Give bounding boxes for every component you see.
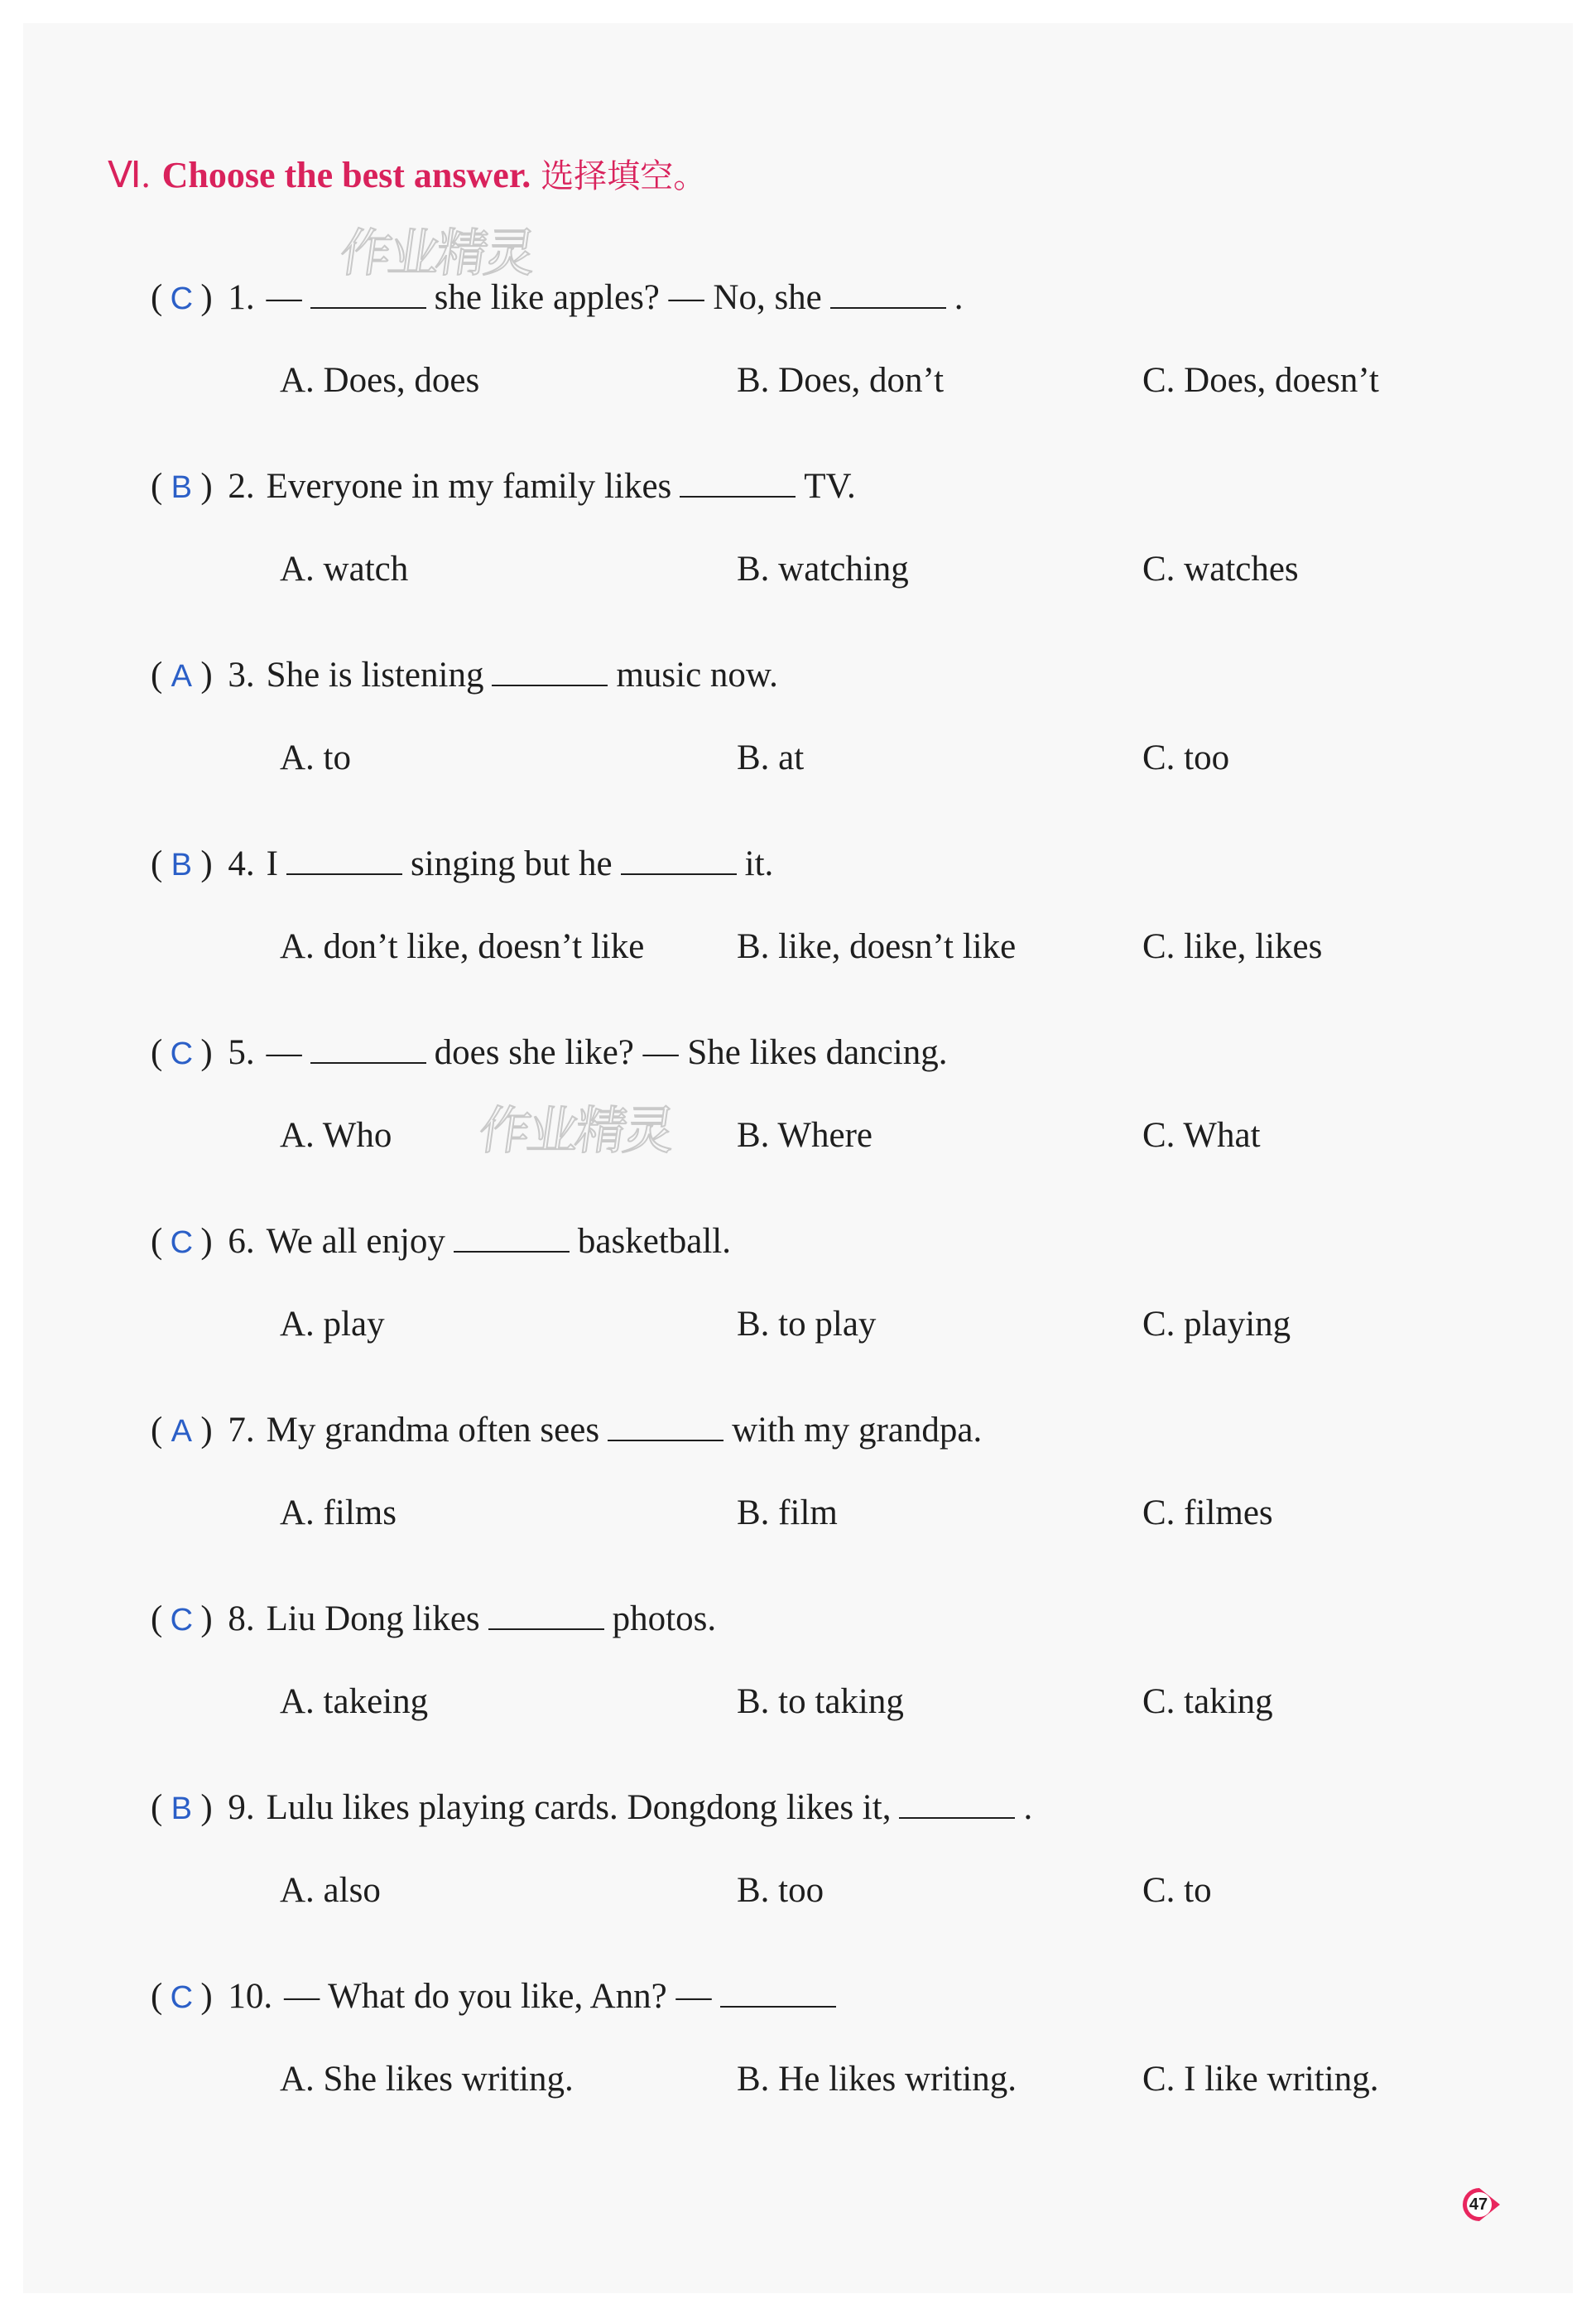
answer-mark: A bbox=[171, 1414, 192, 1449]
stem-text: She is listening bbox=[266, 656, 484, 695]
answer-blank[interactable] bbox=[454, 1221, 570, 1253]
option-c: C. to bbox=[1142, 1871, 1212, 1910]
answer-blank[interactable] bbox=[310, 277, 426, 309]
option-a: A. play bbox=[280, 1305, 385, 1344]
stem-text: music now. bbox=[616, 656, 778, 695]
stem-text: photos. bbox=[612, 1599, 717, 1638]
option-c: C. filmes bbox=[1142, 1493, 1273, 1532]
answer-blank[interactable] bbox=[830, 277, 946, 309]
stem-text: I bbox=[266, 844, 278, 883]
stem-text: My grandma often sees bbox=[266, 1411, 600, 1450]
question-number: 3. bbox=[228, 656, 255, 695]
stem-text: she like apples? — No, she bbox=[434, 278, 822, 317]
answer-mark: A bbox=[171, 659, 192, 694]
stem-text: Lulu likes playing cards. Dongdong likes it, bbox=[266, 1788, 892, 1827]
answer-blank[interactable] bbox=[492, 655, 608, 686]
answer-mark: B bbox=[171, 470, 192, 505]
close-paren: ) bbox=[200, 1411, 213, 1450]
stem-text: — bbox=[266, 278, 302, 317]
open-paren: ( bbox=[151, 1977, 163, 2016]
option-b: B. film bbox=[737, 1493, 838, 1532]
stem-text: TV. bbox=[804, 467, 856, 506]
close-paren: ) bbox=[200, 1222, 213, 1261]
option-b: B. to taking bbox=[737, 1682, 904, 1721]
question-stem bbox=[151, 272, 964, 325]
question-number: 4. bbox=[228, 844, 255, 883]
section-title-english: Choose the best answer. bbox=[161, 155, 531, 195]
section-roman-numeral: Ⅵ. bbox=[108, 155, 151, 195]
page-number-badge bbox=[1462, 2186, 1500, 2224]
answer-blank[interactable] bbox=[680, 466, 796, 498]
option-c: C. Does, doesn’t bbox=[1142, 361, 1379, 400]
open-paren: ( bbox=[151, 467, 163, 506]
open-paren: ( bbox=[151, 1222, 163, 1261]
question-stem bbox=[151, 1970, 844, 2023]
question-item bbox=[0, 649, 1596, 838]
close-paren: ) bbox=[200, 844, 213, 883]
option-c: C. I like writing. bbox=[1142, 2060, 1379, 2099]
answer-blank[interactable] bbox=[608, 1410, 723, 1441]
answer-mark: C bbox=[170, 281, 194, 316]
close-paren: ) bbox=[200, 1599, 213, 1638]
stem-text: singing but he bbox=[410, 844, 613, 883]
question-stem bbox=[151, 1593, 716, 1646]
option-a: A. Who bbox=[280, 1116, 392, 1155]
section-heading bbox=[108, 151, 706, 201]
answer-mark: C bbox=[170, 1225, 194, 1260]
question-stem bbox=[151, 1782, 1032, 1835]
option-b: B. like, doesn’t like bbox=[737, 927, 1017, 966]
answer-blank[interactable] bbox=[621, 844, 737, 875]
stem-text: — bbox=[266, 1033, 302, 1072]
question-number: 7. bbox=[228, 1411, 255, 1450]
open-paren: ( bbox=[151, 844, 163, 883]
answer-mark: B bbox=[171, 1791, 192, 1826]
open-paren: ( bbox=[151, 1033, 163, 1072]
stem-text: We all enjoy bbox=[266, 1222, 445, 1261]
open-paren: ( bbox=[151, 1788, 163, 1827]
answer-blank[interactable] bbox=[488, 1599, 604, 1630]
stem-text: — What do you like, Ann? — bbox=[284, 1977, 712, 2016]
question-number: 5. bbox=[228, 1033, 255, 1072]
stem-text: Everyone in my family likes bbox=[266, 467, 672, 506]
option-b: B. He likes writing. bbox=[737, 2060, 1017, 2099]
section-title-chinese: 选择填空。 bbox=[541, 157, 707, 195]
option-b: B. Does, don’t bbox=[737, 361, 945, 400]
question-number: 9. bbox=[228, 1788, 255, 1827]
option-c: C. too bbox=[1142, 738, 1230, 777]
option-a: A. films bbox=[280, 1493, 397, 1532]
answer-blank[interactable] bbox=[720, 1976, 836, 2008]
stem-text: does she like? — She likes dancing. bbox=[434, 1033, 948, 1072]
option-a: A. She likes writing. bbox=[280, 2060, 574, 2099]
stem-text: with my grandpa. bbox=[732, 1411, 983, 1450]
option-b: B. Where bbox=[737, 1116, 873, 1155]
question-stem bbox=[151, 1215, 731, 1268]
question-number: 8. bbox=[228, 1599, 255, 1638]
option-b: B. watching bbox=[737, 550, 909, 589]
answer-mark: B bbox=[171, 848, 192, 882]
question-item bbox=[0, 1593, 1596, 1782]
option-c: C. like, likes bbox=[1142, 927, 1323, 966]
close-paren: ) bbox=[200, 467, 213, 506]
stem-text: it. bbox=[744, 844, 774, 883]
watermark-logo: 作业精灵 bbox=[475, 1100, 676, 1161]
answer-blank[interactable] bbox=[310, 1032, 426, 1064]
open-paren: ( bbox=[151, 278, 163, 317]
option-c: C. watches bbox=[1142, 550, 1299, 589]
question-number: 1. bbox=[228, 278, 255, 317]
close-paren: ) bbox=[200, 656, 213, 695]
question-stem bbox=[151, 460, 856, 513]
question-item bbox=[0, 1404, 1596, 1593]
question-number: 10. bbox=[228, 1977, 273, 2016]
option-a: A. to bbox=[280, 738, 351, 777]
option-a: A. Does, does bbox=[280, 361, 480, 400]
close-paren: ) bbox=[200, 1977, 213, 2016]
question-item bbox=[0, 272, 1596, 460]
answer-mark: C bbox=[170, 1036, 194, 1071]
question-item bbox=[0, 460, 1596, 649]
question-stem bbox=[151, 1027, 947, 1080]
open-paren: ( bbox=[151, 656, 163, 695]
answer-mark: C bbox=[170, 1980, 194, 2015]
option-a: A. also bbox=[280, 1871, 381, 1910]
option-b: B. at bbox=[737, 738, 805, 777]
question-item bbox=[0, 1782, 1596, 1970]
question-stem bbox=[151, 1404, 982, 1457]
option-b: B. too bbox=[737, 1871, 824, 1910]
option-c: C. taking bbox=[1142, 1682, 1273, 1721]
question-item bbox=[0, 1027, 1596, 1215]
option-a: A. takeing bbox=[280, 1682, 429, 1721]
question-item bbox=[0, 1970, 1596, 2159]
open-paren: ( bbox=[151, 1411, 163, 1450]
page-number: 47 bbox=[1469, 2195, 1488, 2214]
answer-blank[interactable] bbox=[286, 844, 402, 875]
stem-text: basketball. bbox=[577, 1222, 731, 1261]
option-b: B. to play bbox=[737, 1305, 877, 1344]
question-item bbox=[0, 1215, 1596, 1404]
answer-mark: C bbox=[170, 1603, 194, 1638]
question-stem bbox=[151, 649, 778, 702]
question-number: 6. bbox=[228, 1222, 255, 1261]
option-a: A. don’t like, doesn’t like bbox=[280, 927, 645, 966]
option-a: A. watch bbox=[280, 550, 409, 589]
question-number: 2. bbox=[228, 467, 255, 506]
close-paren: ) bbox=[200, 1788, 213, 1827]
stem-text: Liu Dong likes bbox=[266, 1599, 480, 1638]
close-paren: ) bbox=[200, 1033, 213, 1072]
option-c: C. What bbox=[1142, 1116, 1261, 1155]
question-item bbox=[0, 838, 1596, 1027]
option-c: C. playing bbox=[1142, 1305, 1291, 1344]
answer-blank[interactable] bbox=[899, 1787, 1015, 1819]
watermark-logo: 作业精灵 bbox=[336, 223, 537, 283]
close-paren: ) bbox=[200, 278, 213, 317]
stem-text: . bbox=[1023, 1788, 1033, 1827]
stem-text: . bbox=[954, 278, 964, 317]
open-paren: ( bbox=[151, 1599, 163, 1638]
question-stem bbox=[151, 838, 773, 891]
